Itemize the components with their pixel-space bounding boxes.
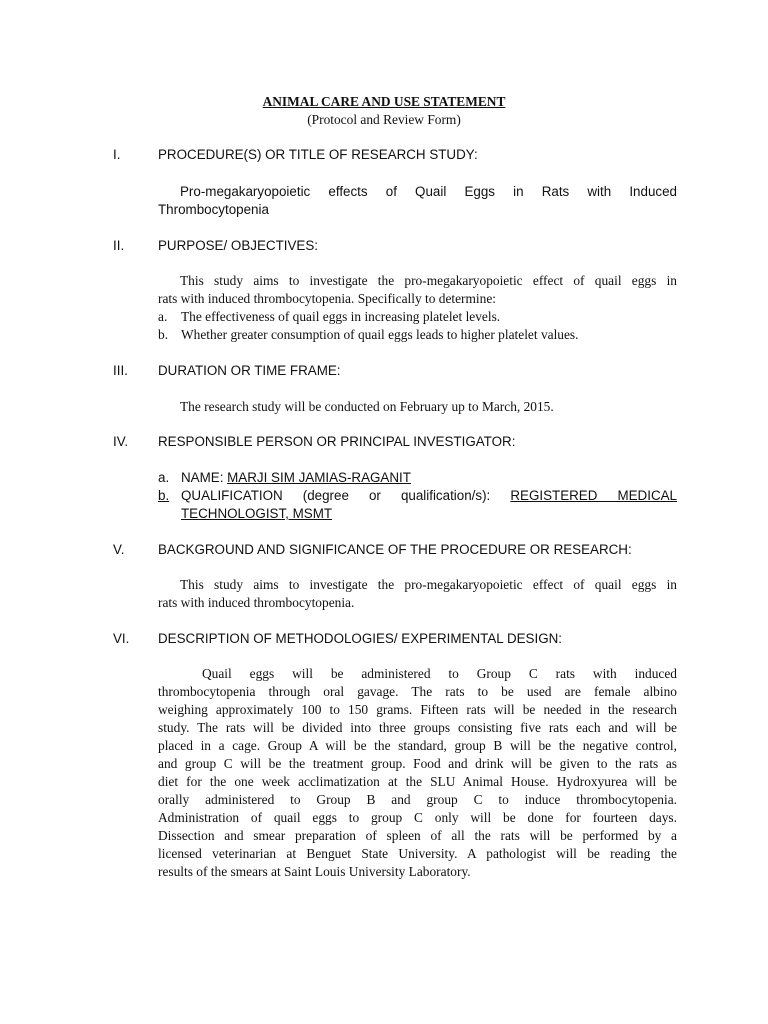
list-item-text: The effectiveness of quail eggs in increasing platelet levels. <box>181 309 501 324</box>
section-number: V. <box>113 542 125 557</box>
document-subtitle: (Protocol and Review Form) <box>307 112 461 127</box>
paragraph-line: orally administered to Group B and group C to induce thrombocytopenia. <box>158 792 677 807</box>
document-header <box>0 93 768 129</box>
study-title-paragraph <box>158 183 677 219</box>
paragraph-line: and group C will be the treatment group. Food and drink will be given to the rats as <box>158 756 677 771</box>
paragraph-line: Quail eggs will be administered to Group C rats with induced <box>202 666 677 681</box>
paragraph-line: licensed veterinarian at Benguet State University. A pathologist will be reading the <box>158 846 677 861</box>
paragraph-line: rats with induced thrombocytopenia. Specifically to determine: <box>158 291 497 306</box>
list-label: a. <box>158 309 168 324</box>
background-paragraph <box>158 576 677 612</box>
paragraph-line: rats with induced thrombocytopenia. <box>158 595 355 610</box>
duration-text: The research study will be conducted on February up to March, 2015. <box>180 399 554 414</box>
section-title: PROCEDURE(S) OR TITLE OF RESEARCH STUDY: <box>158 147 478 162</box>
qualification-prefix: QUALIFICATION (degree or qualification/s): <box>181 488 491 503</box>
section-title: DURATION OR TIME FRAME: <box>158 363 341 378</box>
section-number: IV. <box>113 434 129 449</box>
study-title-line: Pro-megakaryopoietic effects of Quail Eggs in Rats with Induced <box>180 184 677 199</box>
section-title: BACKGROUND AND SIGNIFICANCE OF THE PROCEDURE OR RESEARCH: <box>158 542 632 557</box>
duration-paragraph <box>158 398 677 416</box>
qualification-value: REGISTERED MEDICAL <box>510 488 677 503</box>
qualification-value-continued: TECHNOLOGIST, MSMT <box>181 506 333 521</box>
paragraph-line: thrombocytopenia through oral gavage. The rats to be used are female albino <box>158 684 677 699</box>
investigator-name <box>181 469 677 487</box>
paragraph-line: This study aims to investigate the pro-megakaryopoietic effect of quail eggs in <box>180 273 677 288</box>
list-label: b. <box>158 327 169 342</box>
paragraph-line: This study aims to investigate the pro-megakaryopoietic effect of quail eggs in <box>180 577 677 592</box>
section-title: RESPONSIBLE PERSON OR PRINCIPAL INVESTIGATOR: <box>158 434 516 449</box>
study-title-line: Thrombocytopenia <box>158 202 269 217</box>
section-number: VI. <box>113 631 130 646</box>
paragraph-line: results of the smears at Saint Louis University Laboratory. <box>158 864 471 879</box>
purpose-paragraph <box>158 272 677 308</box>
section-title: DESCRIPTION OF METHODOLOGIES/ EXPERIMENTAL DESIGN: <box>158 631 563 646</box>
name-prefix: NAME: <box>181 470 224 485</box>
methodology-paragraph <box>158 665 677 881</box>
name-value: MARJI SIM JAMIAS-RAGANIT <box>227 470 411 485</box>
list-label: a. <box>158 470 170 485</box>
list-item-text: Whether greater consumption of quail eggs leads to higher platelet values. <box>181 327 579 342</box>
paragraph-line: diet for the one week acclimatization at the SLU Animal House. Hydroxyurea will be <box>158 774 677 789</box>
paragraph-line: weighing approximately 100 to 150 grams. Fifteen rats will be needed in the research <box>158 702 677 717</box>
section-number: III. <box>113 363 128 378</box>
paragraph-line: Administration of quail eggs to group C only will be done for fourteen days. <box>158 810 677 825</box>
document-title: ANIMAL CARE AND USE STATEMENT <box>262 94 506 109</box>
section-number: I. <box>113 147 121 162</box>
list-label: b. <box>158 488 170 503</box>
qualification-line <box>181 487 677 505</box>
section-number: II. <box>113 238 125 253</box>
paragraph-line: study. The rats will be divided into three groups consisting five rats each and will be <box>158 720 677 735</box>
section-title: PURPOSE/ OBJECTIVES: <box>158 238 318 253</box>
paragraph-line: placed in a cage. Group A will be the standard, group B will be the negative control, <box>158 738 677 753</box>
investigator-qualification <box>181 487 677 523</box>
paragraph-line: Dissection and smear preparation of spleen of all the rats will be performed by a <box>158 828 677 843</box>
